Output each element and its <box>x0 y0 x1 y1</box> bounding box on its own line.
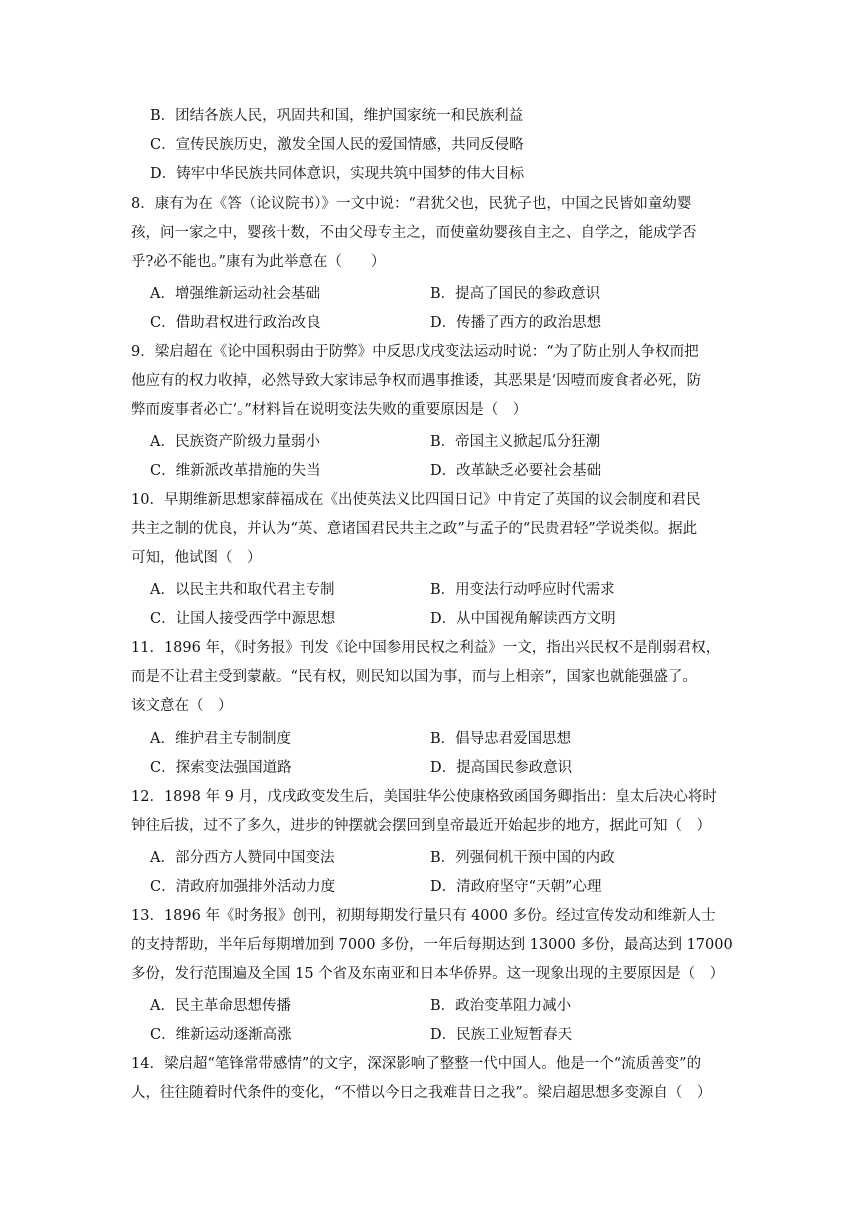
q10-option-a: A．以民主共和取代君主专制 <box>150 582 335 598</box>
q10-stem-line: 可知，他试图（ ） <box>131 550 262 566</box>
q14-stem-line: 14．梁启超“笔锋常带感情”的文字，深深影响了整整一代中国人。他是一个“流质善变”的 <box>131 1056 702 1072</box>
q9-stem-line: 他应有的权力收掉，必然导致大家讳忌争权而遇事推诿，其恶果是‘因噎而废食者必死，防 <box>131 373 702 389</box>
q12-stem-line: 钟往后拔，过不了多久，进步的钟摆就会摆回到皇帝最近开始起步的地方，据此可知（ ） <box>131 818 711 834</box>
q7-option-d: D．铸牢中华民族共同体意识，实现共筑中国梦的伟大目标 <box>150 166 525 182</box>
q11-stem-line: 而是不让君主受到蒙蔽。“民有权，则民知以国为事，而与上相亲”，国家也就能强盛了。 <box>131 669 697 685</box>
q11-option-a: A．维护君主专制制度 <box>150 731 291 747</box>
q14-stem-line: 人，往往随着时代条件的变化，“不惜以今日之我难昔日之我”。梁启超思想多变源自（ ） <box>131 1085 712 1101</box>
q11-stem-line: 该文意在（ ） <box>131 698 233 714</box>
q11-option-d: D．提高国民参政意识 <box>430 760 573 776</box>
q13-stem-line: 的支持帮助，半年后每期增加到 7000 多份，一年后每期达到 13000 多份，最高达到 17000 <box>131 937 733 953</box>
q11-option-c: C．探索变法强国道路 <box>150 760 292 776</box>
q12-option-c: C．清政府加强排外活动力度 <box>150 879 336 895</box>
q13-option-d: D．民族工业短暂春天 <box>430 1027 573 1043</box>
q7-option-b: B．团结各族人民，巩固共和国，维护国家统一和民族利益 <box>150 108 524 124</box>
q8-option-c: C．借助君权进行政治改良 <box>150 315 321 331</box>
q9-stem-line: 弊而废事者必亡’。”材料旨在说明变法失败的重要原因是（ ） <box>131 402 528 418</box>
q10-option-b: B．用变法行动呼应时代需求 <box>430 582 615 598</box>
q8-option-d: D．传播了西方的政治思想 <box>430 315 602 331</box>
q12-option-b: B．列强伺机干预中国的内政 <box>430 850 615 866</box>
q9-stem-line: 9．梁启超在《论中国积弱由于防弊》中反思戊戌变法运动时说：“为了防止别人争权而把 <box>131 344 699 360</box>
q10-stem-line: 10．早期维新思想家薛福成在《出使英法义比四国日记》中肯定了英国的议会制度和君民 <box>131 492 701 508</box>
q8-stem-line: 乎?必不能也。”康有为此举意在（ ） <box>131 254 386 270</box>
q7-option-c: C．宣传民族历史，激发全国人民的爱国情感，共同反侵略 <box>150 137 524 153</box>
q9-option-a: A．民族资产阶级力量弱小 <box>150 434 320 450</box>
q11-option-b: B．倡导忠君爱国思想 <box>430 731 572 747</box>
q13-stem-line: 多份，发行范围遍及全国 15 个省及东南亚和日本华侨界。这一现象出现的主要原因是（ ） <box>131 966 725 982</box>
q10-option-d: D．从中国视角解读西方文明 <box>430 611 616 627</box>
q13-option-a: A．民主革命思想传播 <box>150 998 291 1014</box>
q9-option-d: D．改革缺乏必要社会基础 <box>430 463 602 479</box>
q12-option-d: D．清政府坚守“天朝”心理 <box>430 879 602 895</box>
q13-stem-line: 13．1896 年《时务报》创刊，初期每期发行量只有 4000 多份。经过宣传发动和维新人士 <box>131 908 716 924</box>
q8-stem-line: 8．康有为在《答（论议院书）》一文中说：“君犹父也，民犹子也，中国之民皆如童幼婴 <box>131 196 692 212</box>
q12-stem-line: 12．1898 年 9 月，戊戌政变发生后，美国驻华公使康格致函国务卿指出：皇太后决心将时 <box>131 789 717 805</box>
q12-option-a: A．部分西方人赞同中国变法 <box>150 850 335 866</box>
q9-option-c: C．维新派改革措施的失当 <box>150 463 321 479</box>
q8-option-b: B．提高了国民的参政意识 <box>430 286 601 302</box>
q11-stem-line: 11．1896 年，《时务报》刊发《论中国参用民权之利益》一文，指出兴民权不是削弱君权， <box>131 640 721 656</box>
q13-option-b: B．政治变革阻力减小 <box>430 998 572 1014</box>
q9-option-b: B．帝国主义掀起瓜分狂潮 <box>430 434 601 450</box>
q10-option-c: C．让国人接受西学中源思想 <box>150 611 336 627</box>
q13-option-c: C．维新运动逐渐高涨 <box>150 1027 292 1043</box>
q10-stem-line: 共主之制的优良，并认为“英、意诸国君民共主之政”与孟子的“民贵君轻”学说类似。据此 <box>131 521 698 537</box>
q8-option-a: A．增强维新运动社会基础 <box>150 286 320 302</box>
q8-stem-line: 孩，问一家之中，婴孩十数，不由父母专主之，而使童幼婴孩自主之、自学之，能成学否 <box>131 225 697 241</box>
